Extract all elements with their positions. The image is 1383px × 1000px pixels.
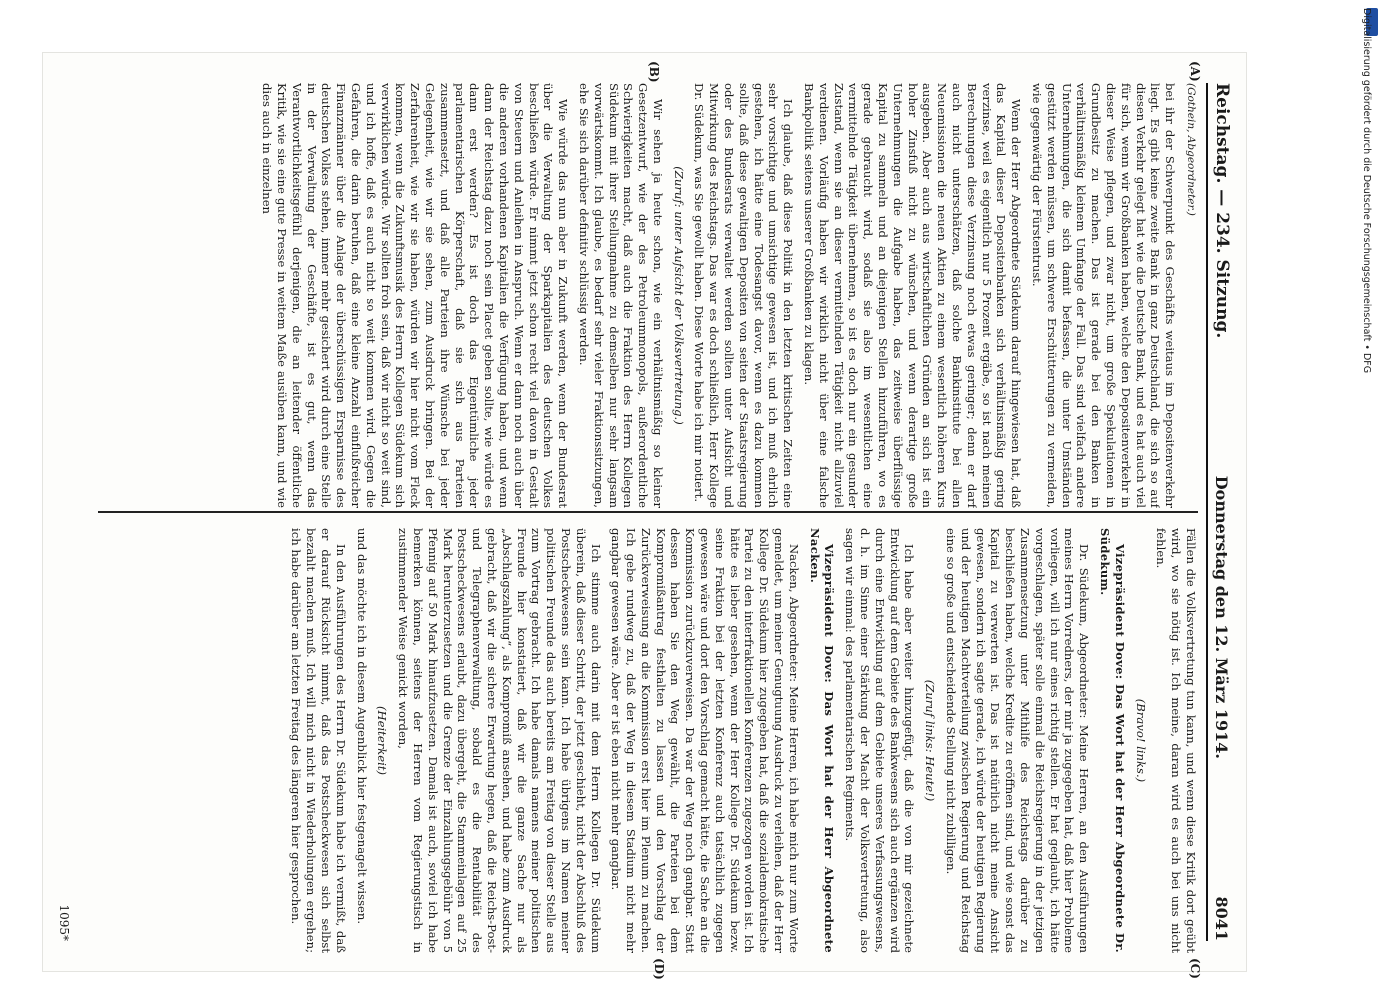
digitization-credit: Digitalisierung gefördert durch die Deutsche Forschungsgemeinschaft • DFG <box>1361 8 1372 374</box>
speaker-tag: (Gothein, Abgeordneter.) <box>1185 83 1197 216</box>
margin-marker-d: (D) <box>652 958 666 980</box>
paragraph: In den Ausführungen des Herrn Dr. Südekum habe ich vermißt, daß er darauf Rücksicht nimmt, daß das Postscheckwesen sich selbst bezahlt machen muß. Ich will mich nicht in Wiederholungen ergehen; ich habe darüber am letzten Freitag des längeren hier gesprochen. <box>289 528 348 953</box>
paragraph: bei ihr der Schwerpunkt des Geschäfts weitaus im Depositenverkehr liegt. Es gibt keine zweite Bank in ganz Deutschland, die sich so auf diesen Verkehr gelegt hat wie die Deutsche Bank, und es hat auch viel für sich, wenn wir Großbanken haben, welche den Depositenverkehr in dieser Weise pflegen, und zwar nicht, um große Spekulationen in Grundbesitz zu machen. Das ist gerade bei den Banken in verhältnismäßig kleinem Umfange der Fall. Das sind vielfach andere Unternehmungen, die sich damit befassen, die unter Umständen gestützt werden müssen, um schwere Erschütterungen zu vermeiden, wie gegenwärtig der Fürstentrust. <box>1030 83 1178 508</box>
paragraph: Wenn der Herr Abgeordnete Südekum darauf hingewiesen hat, daß das Kapital dieser Depositenbanken sich verhältnismäßig gering verzinse, weil es eigentlich nur 5 Prozent ergäbe, so ist nach meinen Berechnungen diese Verzinsung noch etwas geringer; denn er darf auch nicht unterschätzen, daß solche Bankinstitute bei allen Neuemissionen die neuen Aktien zu einem wesentlich höheren Kurs ausgeben. Aber auch aus wirtschaftlichen Gründen an sich ist ein hoher Zinsfuß nicht zu wünschen, und wenn derartige große Unternehmungen die Aufgabe haben, das zeitweise überflüssige Kapital zu sammeln und an diejenigen Stellen hinzuführen, wo es gerade gebraucht wird, sodaß sie also im wesentlichen eine vermittelnde Tätigkeit übernehmen, so ist es doch nur ein gesunder Zustand, wenn sie an dieser vermittelnden Tätigkeit nicht allzuviel verdienen. Vorläufig haben wir wirklich nicht über eine falsche Bankpolitik seitens unserer Großbanken zu klagen. <box>802 83 1024 508</box>
margin-marker-b: (B) <box>647 61 661 83</box>
scanned-page <box>42 52 1247 980</box>
president-announcement: Vizepräsident Dove: Das Wort hat der Herr Abgeordnete Nacken. <box>807 528 837 953</box>
paragraph: Wir sehen ja heute schon, wie ein verhältnismäßig so kleiner Gesetzentwurf, wie der des Petroleummonopols, außerordentliche Schwierigkeiten macht, daß auch die Fraktion des Herrn Kollegen Südekum mit ihrer Stellungnahme zu demselben nur sehr langsam vorwärtskommt. Ich glaube, es bedarf sehr vieler Fraktionssitzungen, ehe Sie sich darüber definitiv schlüssig werden. <box>576 83 665 508</box>
applause-note: (Bravo! links.) <box>1133 698 1148 783</box>
laughter-note: (Heiterkeit) <box>375 705 390 776</box>
paragraph: Ich stimme auch darin mit dem Herrn Kollegen Dr. Südekum überein, daß dieser Schritt, der jetzt geschieht, nicht der Abschluß des Postscheckwesens sein kann. Ich habe übrigens im Namen meiner politischen Freunde das auch bereits am Freitag von dieser Stelle aus zum Vortrag gebracht. Ich habe damals namens meiner politischen Freunde hier konstatiert, daß wir die ganze Sache nur als „Abschlagszahlung“, als Kompromiß ansehen, und habe zum Ausdruck gebracht, daß wir die sichere Erwartung hegen, daß die Reichs-Post- und Telegraphenverwaltung, sobald es die Rentabilität des Postscheckwesens erlaubt, dazu übergeht, die Stammeinlagen auf 25 Mark herunterzusetzen und die Grenze der Einzahlungsgebühr von 5 Pfennig auf 50 Mark hinaufzusetzen. Damals ist auch, soviel ich habe bemerken können, seitens der Herren vom Regierungstisch in zustimmender Weise genickt worden, <box>396 528 603 953</box>
paragraph: Dr. Südekum, Abgeordneter: Meine Herren, an den Ausführungen meines Herrn Vorredners, der mir ja zugegeben hat, daß hier Probleme vorliegen, will ich nur eines richtig stellen. Er hat geglaubt, ich hätte vorgeschlagen, später solle einmal die Reichsregierung in der jetzigen Zusammensetzung unter Mithilfe des Reichstags darüber zu beschließen haben, welche Kredite zu eröffnen sind, und wie sonst das Kapital zu verwerten ist. Das ist natürlich nicht meine Ansicht gewesen, sondern ich sagte gerade, ich würde der heutigen Regierung und der heutigen Machtverteilung zwischen Regierung und Reichstag eine so große und entscheidende Stellung nicht zubilligen. <box>944 528 1092 953</box>
page-header <box>1206 83 1236 941</box>
interjection: (Zuruf links: Heute!) <box>923 679 938 802</box>
sheet-number: 1095* <box>57 904 71 941</box>
margin-marker-a: (A) <box>1188 61 1202 82</box>
header-left: Reichstag. — 234. Sitzung. <box>1212 83 1232 339</box>
page-number: 8041 <box>1212 896 1232 941</box>
right-column <box>98 528 1198 953</box>
paragraph: und das möchte ich in diesem Augenblick hier festgenagelt wissen. <box>354 528 369 925</box>
column-divider <box>98 511 1198 513</box>
paragraph: Ich glaube, daß diese Politik in den letzten kritischen Zeiten eine sehr vorsichtige und umsichtige gewesen ist, und ich muß ehrlich gestehen, ich hätte eine Todesangst davor, wenn es dazu kommen sollte, daß diese gewaltigen Depositen von seiten der Staatsregierung oder des Bundesrats verwaltet werden sollten unter Aufsicht und Mitwirkung des Reichstags. Das war es doch schließlich, Herr Kollege Dr. Südekum, was Sie gewollt haben. Diese Worte habe ich mir notiert. <box>692 83 796 508</box>
left-column <box>98 83 1198 508</box>
header-date: Donnerstag den 12. März 1914. <box>1212 475 1232 759</box>
paragraph: Ich habe aber weiter hinzugefügt, daß die von mir gezeichnete Entwicklung auf dem Gebiete des Bankwesens sich auch ergänzen wird durch eine Entwicklung auf dem Gebiete unseres Verfassungswesens, d. h. im Sinne einer Stärkung der Macht der Volksvertretung, also sagen wir einmal: des parlamentarischen Regiments. <box>843 528 917 953</box>
paragraph: Fällen die Volksvertretung tun kann, und wenn diese Kritik dort geübt wird, wo sie nötig ist. Ich meine, daran wird es auch bei uns nicht fehlen. <box>1154 528 1198 953</box>
interjection: (Zuruf: unter Aufsicht der Volksvertretung.) <box>671 166 686 425</box>
paragraph: Nacken, Abgeordneter: Meine Herren, ich habe mich nur zum Worte gemeldet, um meiner Genugtuung Ausdruck zu verleihen, daß der Herr Kollege Dr. Südekum hier zugegeben hat, daß die sozialdemokratische Partei zu den interfraktionellen Konferenzen zugezogen worden ist. Ich hätte es lieber gesehen, wenn der Herr Kollege Dr. Südekum bezw. seine Fraktion bei der letzten Konferenz auch tatsächlich zugegen gewesen wäre und dort den Vorschlag gemacht hätte, die Sache an die Kommission zurückzuverweisen. Da war der Weg noch gangbar. Statt dessen haben Sie den Weg gewählt, die Parteien bei dem Kompromißantrag festhalten zu lassen und den Vorschlag der Zurückverweisung an die Kommission erst hier im Plenum zu machen. Ich gebe rundweg zu, daß der Weg in diesem Stadium nicht mehr gangbar gewesen wäre. Aber er ist eben nicht mehr gangbar. <box>609 528 801 953</box>
paragraph: Wie würde das nun aber in Zukunft werden, wenn der Bundesrat über die Verwaltung der Sparkapitalien des deutschen Volkes beschließen würde. Er nimmt jetzt schon recht viel davon in Gestalt von Steuern und Anleihen in Anspruch. Wenn er dann noch auch über die anderen vorhandenen Kapitalien die Verfügung haben, und wenn dann der Reichstag dazu noch sein Placet geben sollte, wie würde es dann erst werden? Es ist doch das Eigentümliche jeder parlamentarischen Körperschaft, daß sie sich aus Parteien zusammensetzt, und daß alle Parteien ihre Wünsche bei jeder Gelegenheit, wie wir sie sehen, zum Ausdruck bringen. Bei der Zerfahrenheit, wie wir sie haben, würden wir hier nicht vom Fleck kommen, wenn die Zukunftsmusik des Herrn Kollegen Südekum sich verwirklichen würde. Wir sollten froh sein, daß wir nicht so weit sind, und ich hoffe, daß es auch nicht so weit kommen wird. Gegen die Gefahren, die darin beruhen, daß eine kleine Anzahl einflußreicher Finanzmänner über die Anlage der überschüssigen Ersparnisse des deutschen Volkes stehen, immer mehr gesichert wird durch eine Stelle in der Verwaltung der Geschäfte, ist es gut, wenn das Verantwortlichkeitsgefühl derjenigen, die an leitender öffentliche Kritik, wie sie eine gute Presse in weitem Maße ausüben kann, und wie dies auch in einzelnen <box>260 83 571 508</box>
margin-marker-c: (C) <box>1188 958 1202 979</box>
president-announcement: Vizepräsident Dove: Das Wort hat der Herr Abgeordnete Dr. Südekum. <box>1098 528 1127 953</box>
